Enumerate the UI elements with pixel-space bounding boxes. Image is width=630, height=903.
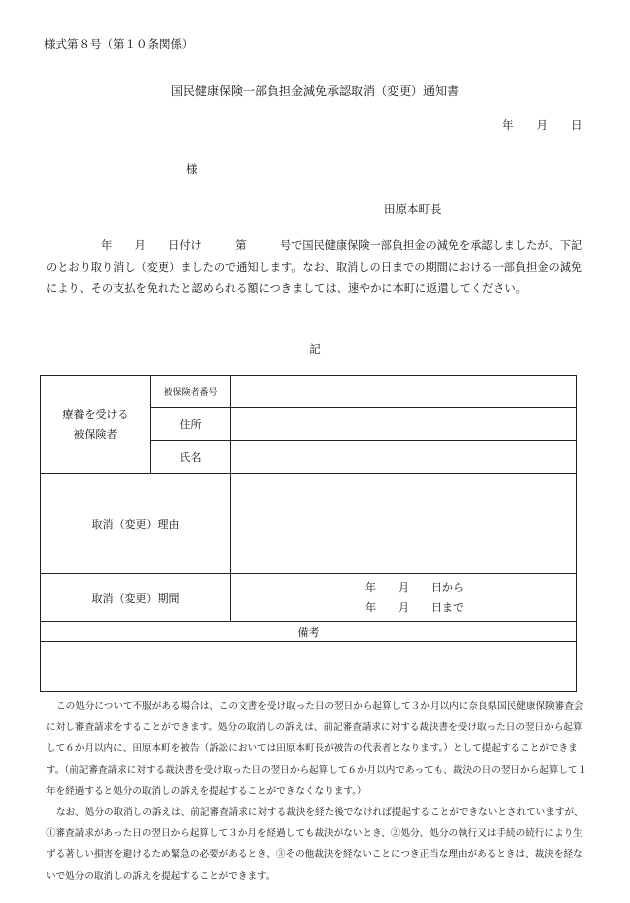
appeal-notes-para1: この処分について不服がある場合は、この文書を受け取った日の翌日から起算して３か月以内に奈良県国民健康保険審査会に対し審査請求をすることができます。処分の取消しの訴えは、前記審査請求に対する裁決書を受け取った日の翌日から起算して６か月以内に、田原本町を被告（訴訟においては田原本町長が被告の代表者となります。）として提起することができます。（前記審査請求に対する裁決書を受け取った日の翌日から起算して６か月以内であっても、裁決の日の翌日から起算して１年を経過すると処分の取消しの訴えを提起することができなくなります。）	[46, 701, 588, 797]
insured-label: 療養を受ける 被保険者	[41, 376, 151, 474]
issuer-name: 田原本町長	[384, 202, 442, 216]
addressee-honorific: 様	[186, 162, 198, 176]
period-value	[231, 574, 577, 622]
detail-table	[40, 375, 577, 692]
remarks-value	[41, 642, 577, 692]
reason-label: 取消（変更）理由	[41, 474, 231, 574]
remarks-header-row	[41, 622, 577, 642]
period-from: 年 月 日から	[365, 580, 464, 594]
name-value	[231, 441, 577, 474]
reason-row	[41, 474, 577, 574]
appeal-notes-para2: なお、処分の取消しの訴えは、前記審査請求に対する裁決を経た後でなければ提起することができないとされていますが、①審査請求があった日の翌日から起算して３か月を経過しても裁決がないとき、②処分、処分の執行又は手続の続行により生ずる著しい損害を避けるため緊急の必要があるとき、③その他裁決を経ないことにつき正当な理由があるときは、裁決を経ないで処分の取消しの訴えを提起することができます。	[46, 807, 584, 882]
address-label: 住所	[151, 408, 231, 441]
appeal-notes	[46, 696, 590, 887]
name-label: 氏名	[151, 441, 231, 474]
document-title: 国民健康保険一部負担金減免承認取消（変更）通知書	[170, 84, 459, 98]
period-row	[41, 574, 577, 622]
insured-number-value	[231, 376, 577, 408]
remarks-label: 備考	[41, 622, 577, 642]
period-to: 年 月 日まで	[365, 600, 464, 614]
issue-date: 年 月 日	[502, 118, 583, 132]
reason-value	[231, 474, 577, 574]
notice-body: 年 月 日付け 第 号で国民健康保険一部負担金の減免を承認しましたが、下記のとおり取り消し（変更）ましたので通知します。なお、取消しの日までの期間における一部負担金の減免により、その支払を免れたと認められる額につきましては、速やかに本町に返還してください。	[46, 239, 583, 295]
address-value	[231, 408, 577, 441]
insured-number-label: 被保険者番号	[151, 376, 231, 408]
remarks-row	[41, 642, 577, 692]
period-label: 取消（変更）期間	[41, 574, 231, 622]
ki-heading: 記	[309, 342, 321, 356]
insured-number-row	[41, 376, 577, 408]
form-number: 様式第８号（第１０条関係）	[44, 37, 194, 51]
